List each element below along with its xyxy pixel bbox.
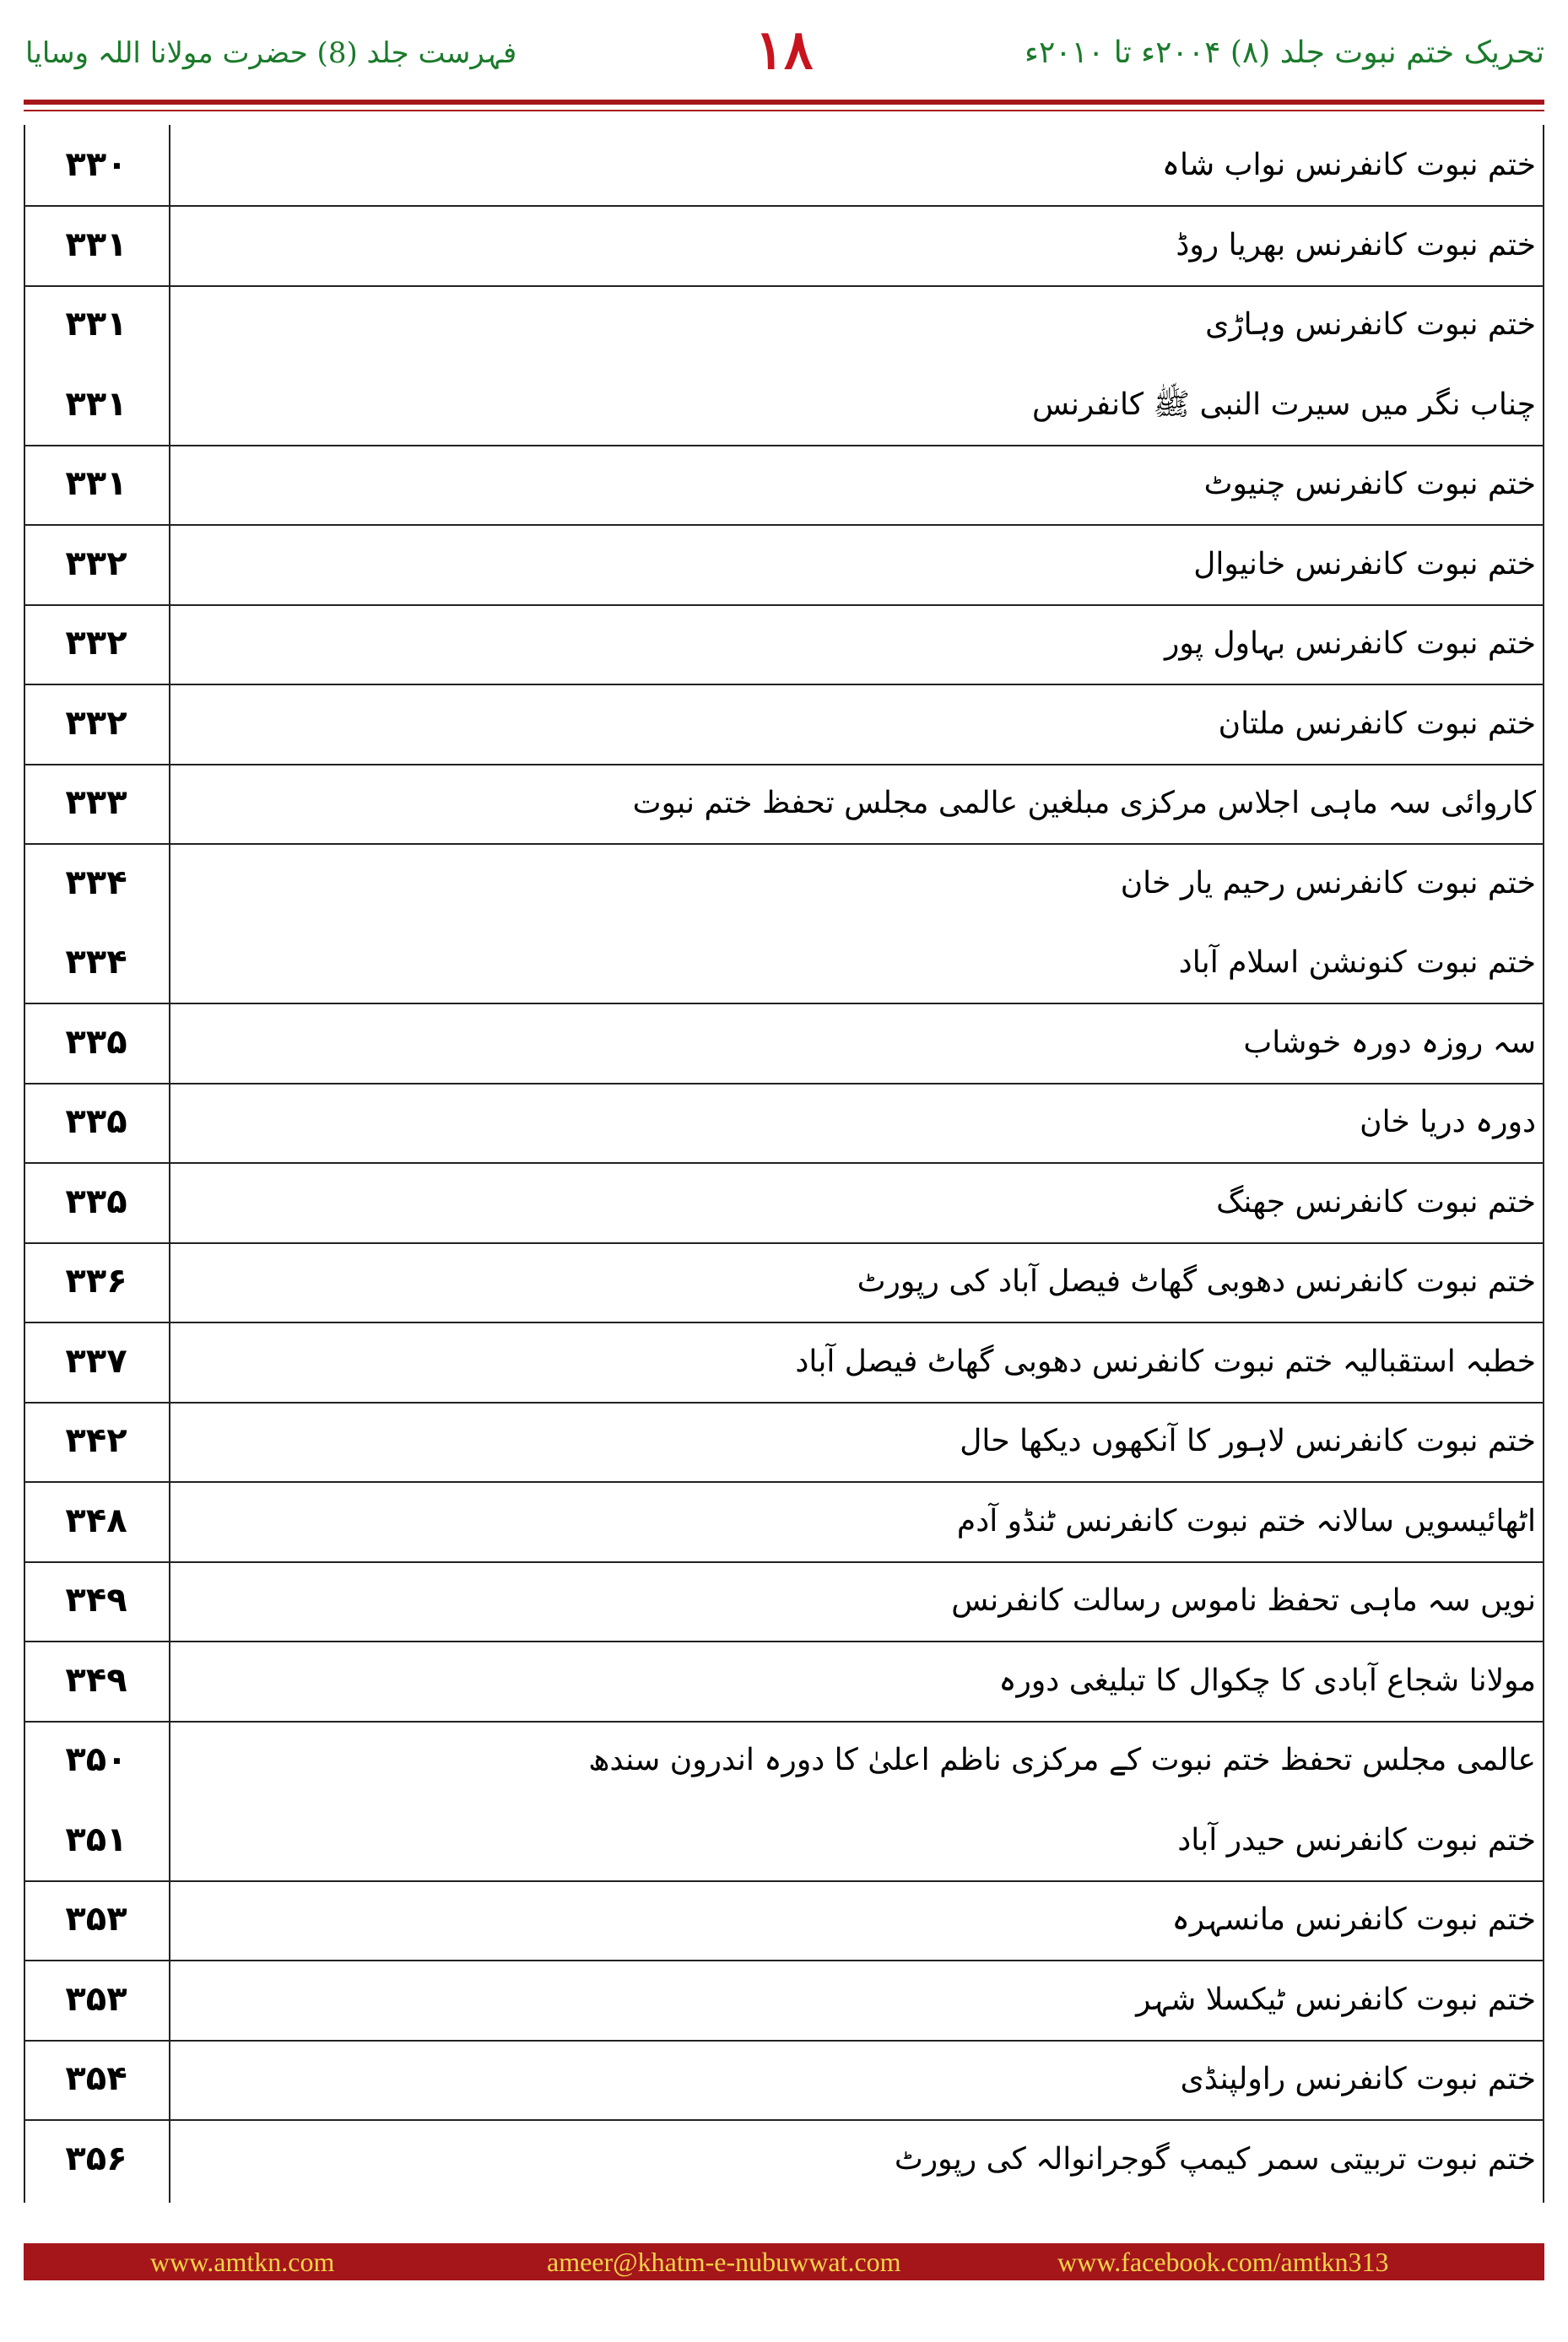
toc-entry-page: ۳۳۴ — [65, 863, 127, 902]
toc-entry-title: ختم نبوت کانفرنس رحیم یار خان — [1120, 865, 1536, 901]
toc-row — [24, 2039, 1544, 2121]
toc-entry-page: ۳۴۹ — [65, 1660, 127, 1700]
toc-entry-title: ختم نبوت کانفرنس بھریا روڈ — [1176, 227, 1536, 262]
toc-row — [24, 1560, 1544, 1642]
toc-entry-page: ۳۳۱ — [65, 384, 127, 424]
toc-entry-title: دورہ دریا خان — [1360, 1105, 1536, 1139]
toc-row — [24, 1322, 1544, 1404]
toc-entry-page: ۳۵۳ — [65, 1979, 127, 2019]
toc-row — [24, 2119, 1544, 2199]
toc-entry-title: ختم نبوت کانفرنس جھنگ — [1216, 1184, 1536, 1220]
toc-entry-title: ختم نبوت کانفرنس وہاڑی — [1205, 307, 1536, 342]
toc-entry-page: ۳۵۶ — [65, 2139, 127, 2178]
toc-row — [24, 1800, 1544, 1882]
toc-entry-page: ۳۳۱ — [65, 305, 127, 343]
footer-email-link[interactable]: ameer@khatm-e-nubuwwat.com — [547, 2247, 901, 2277]
toc-entry-title: ختم نبوت کانفرنس لاہور کا آنکھوں دیکھا حال — [960, 1424, 1536, 1458]
toc-row — [24, 763, 1544, 845]
toc-entry-page: ۳۳۵ — [65, 1102, 127, 1141]
toc-entry-page: ۳۳۷ — [65, 1341, 127, 1381]
toc-entry-page: ۳۳۲ — [65, 544, 127, 583]
toc-entry-page: ۳۳۵ — [65, 1182, 127, 1221]
toc-row — [24, 524, 1544, 606]
toc-entry-title: ختم نبوت کانفرنس ٹیکسلا شہر — [1136, 1982, 1536, 2017]
header-volume-author: فہرست جلد (8) حضرت مولانا اللہ وسایا — [25, 36, 517, 70]
toc-row — [24, 1880, 1544, 1961]
toc-entry-page: ۳۳۰ — [65, 145, 127, 184]
toc-entry-page: ۳۳۳ — [65, 783, 127, 822]
toc-row — [24, 1720, 1544, 1800]
toc-row — [24, 125, 1544, 207]
toc-entry-page: ۳۳۲ — [65, 703, 127, 743]
footer-facebook-link[interactable]: www.facebook.com/amtkn313 — [1057, 2247, 1389, 2277]
toc-entry-page: ۳۳۱ — [65, 464, 127, 503]
toc-entry-title: مولانا شجاع آبادی کا چکوال کا تبلیغی دورہ — [998, 1663, 1536, 1698]
toc-entry-title: عالمی مجلس تحفظ ختم نبوت کے مرکزی ناظم اعلیٰ کا دورہ اندرون سندھ — [588, 1743, 1536, 1777]
toc-entry-title: ختم نبوت کانفرنس نواب شاہ — [1161, 148, 1536, 182]
toc-entry-title: ختم نبوت کانفرنس بہاول پور — [1165, 626, 1536, 661]
toc-entry-page: ۳۴۹ — [65, 1581, 127, 1620]
toc-entry-page: ۳۵۴ — [65, 2059, 127, 2098]
table-of-contents — [24, 125, 1544, 2203]
toc-entry-title: ختم نبوت کانفرنس خانیوال — [1193, 546, 1536, 581]
toc-row — [24, 444, 1544, 526]
toc-row — [24, 684, 1544, 765]
toc-entry-title: خطبہ استقبالیہ ختم نبوت کانفرنس دھوبی گھاٹ فیصل آباد — [795, 1344, 1536, 1379]
toc-entry-title: ختم نبوت کنونشن اسلام آباد — [1178, 945, 1536, 980]
toc-row — [24, 1960, 1544, 2042]
toc-entry-page: ۳۵۱ — [65, 1820, 127, 1859]
toc-row — [24, 843, 1544, 923]
page-footer — [24, 2243, 1544, 2280]
toc-entry-page: ۳۳۶ — [65, 1262, 127, 1301]
toc-row — [24, 284, 1544, 365]
page-number: ۱۸ — [754, 19, 814, 82]
footer-website-link[interactable]: www.amtkn.com — [150, 2247, 335, 2277]
toc-row — [24, 1641, 1544, 1723]
toc-row — [24, 365, 1544, 446]
header-divider-thick — [24, 100, 1544, 105]
toc-row — [24, 205, 1544, 287]
page-header — [0, 0, 1568, 110]
toc-row — [24, 1481, 1544, 1563]
toc-entry-page: ۳۳۱ — [65, 224, 127, 264]
toc-entry-page: ۳۵۰ — [65, 1740, 127, 1779]
toc-row — [24, 1241, 1544, 1323]
toc-row — [24, 1082, 1544, 1164]
toc-entry-page: ۳۳۴ — [65, 943, 127, 982]
toc-entry-page: ۳۳۵ — [65, 1022, 127, 1062]
header-divider-thin — [24, 110, 1544, 111]
toc-entry-title: ختم نبوت کانفرنس چنیوٹ — [1203, 467, 1536, 501]
toc-entry-title: اٹھائیسویں سالانہ ختم نبوت کانفرنس ٹنڈو آدم — [956, 1503, 1536, 1539]
toc-row — [24, 922, 1544, 1004]
toc-row — [24, 603, 1544, 685]
toc-entry-title: ختم نبوت کانفرنس مانسہرہ — [1171, 1902, 1536, 1937]
toc-entry-title: کاروائی سہ ماہی اجلاس مرکزی مبلغین عالمی مجلس تحفظ ختم نبوت — [632, 786, 1536, 820]
toc-entry-title: نویں سہ ماہی تحفظ ناموس رسالت کانفرنس — [951, 1583, 1536, 1618]
toc-entry-title: ختم نبوت تربیتی سمر کیمپ گوجرانوالہ کی رپورٹ — [894, 2141, 1536, 2177]
toc-row — [24, 1162, 1544, 1244]
toc-entry-title: ختم نبوت کانفرنس ملتان — [1218, 706, 1536, 741]
toc-entry-page: ۳۵۳ — [65, 1900, 127, 1939]
toc-row — [24, 1401, 1544, 1483]
toc-entry-title: سہ روزہ دورہ خوشاب — [1243, 1025, 1536, 1060]
toc-entry-page: ۳۴۲ — [65, 1421, 127, 1460]
toc-entry-page: ۳۴۸ — [65, 1501, 127, 1540]
toc-entry-title: ختم نبوت کانفرنس دھوبی گھاٹ فیصل آباد کی رپورٹ — [857, 1264, 1536, 1299]
header-book-title: تحریک ختم نبوت جلد (۸) ۲۰۰۴ء تا ۲۰۱۰ء — [1025, 35, 1544, 70]
toc-entry-title: چناب نگر میں سیرت النبی ﷺ کانفرنس — [1031, 387, 1536, 422]
toc-row — [24, 1003, 1544, 1084]
toc-entry-title: ختم نبوت کانفرنس راولپنڈی — [1180, 2062, 1536, 2096]
toc-entry-page: ۳۳۲ — [65, 624, 127, 663]
toc-entry-title: ختم نبوت کانفرنس حیدر آباد — [1177, 1822, 1536, 1858]
